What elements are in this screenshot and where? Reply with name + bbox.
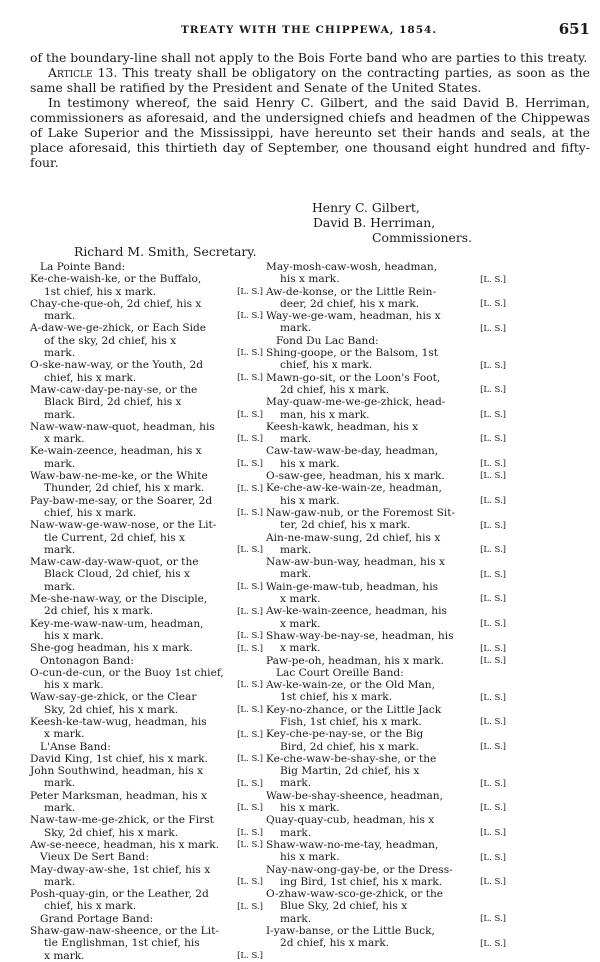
seal-mark: [L. S.] [480, 914, 506, 925]
commissioner-herriman: David B. Herriman, [313, 215, 436, 230]
signatory-entry [30, 864, 263, 889]
seal-mark: [L. S.] [237, 643, 263, 654]
signatory-line: chief, his x mark. [44, 371, 137, 384]
signatory-line: chief, his x mark. [44, 900, 137, 913]
signatory-line: x mark. [280, 642, 321, 655]
signatory-entry [266, 864, 506, 889]
signatory-entry [266, 507, 506, 532]
signatory-entry [30, 618, 263, 643]
signatory-line: mark. [44, 347, 76, 360]
signatory-line: May-dway-aw-she, 1st chief, his x [30, 863, 211, 876]
signatory-line: Shing-goope, or the Balsom, 1st [266, 347, 439, 360]
signatory-line: Me-she-naw-way, or the Disciple, [30, 593, 208, 606]
signatory-line: chief, his x mark. [280, 359, 373, 372]
signatory-line: his x mark. [280, 273, 340, 286]
seal-mark: [L. S.] [237, 606, 263, 617]
signatory-line: Naw-waw-naw-quot, headman, his [30, 420, 215, 433]
signatory-line: tle Current, 2d chief, his x [44, 531, 185, 544]
signatory-line: mark. [280, 912, 312, 925]
signatory-line: Bird, 2d chief, his x mark. [280, 740, 419, 753]
signatory-line: Aw-de-konse, or the Little Rein- [266, 285, 437, 298]
signatory-line: his x mark. [280, 802, 340, 815]
band-name: Lac Court Oreille Band: [276, 666, 404, 679]
seal-mark: [L. S.] [480, 385, 506, 396]
seal-mark: [L. S.] [480, 643, 506, 654]
signatory-line: ter, 2d chief, his x mark. [280, 519, 411, 532]
band-name: Vieux De Sert Band: [40, 851, 149, 864]
signatory-line: Blue Sky, 2d chief, his x [280, 900, 408, 913]
article-label: Article 13. [48, 65, 118, 80]
seal-mark: [L. S.] [237, 459, 263, 470]
signatory-entry [30, 765, 263, 790]
signatory-line: May-mosh-caw-wosh, headman, [266, 261, 438, 273]
signatory-line: Naw-waw-ge-waw-nose, or the Lit- [30, 519, 217, 532]
signatory-entry [266, 679, 506, 704]
band-name: Ontonagon Band: [40, 654, 134, 667]
signatory-entry [30, 790, 263, 815]
seal-mark: [L. S.] [237, 409, 263, 420]
band-heading [266, 667, 506, 679]
signatory-line: Peter Marksman, headman, his x [30, 789, 207, 802]
seal-mark: [L. S.] [237, 286, 263, 297]
signatory-entry [30, 814, 263, 839]
signatory-line: tle Englishman, 1st chief, his [44, 937, 200, 950]
seal-mark: [L. S.] [480, 569, 506, 580]
band-heading [30, 655, 263, 667]
signatory-entry [30, 273, 263, 298]
signatory-line: mark. [280, 543, 312, 556]
seal-mark: [L. S.] [237, 729, 263, 740]
signatory-entry [266, 814, 506, 839]
signatory-entry [266, 556, 506, 581]
signatory-line: mark. [280, 777, 312, 790]
seal-mark: [L. S.] [237, 582, 263, 593]
seal-mark: [L. S.] [480, 692, 506, 703]
band-name: L'Anse Band: [40, 740, 111, 753]
seal-mark: [L. S.] [237, 372, 263, 383]
seal-mark: [L. S.] [480, 827, 506, 838]
signatory-line: his x mark. [280, 457, 340, 470]
signatory-line: John Southwind, headman, his x [30, 765, 204, 778]
signatory-entry [266, 286, 506, 311]
seal-mark: [L. S.] [237, 877, 263, 888]
signatory-line: Sky, 2d chief, his x mark. [44, 703, 179, 716]
signatory-line: Keesh-kawk, headman, his x [266, 420, 419, 433]
band-name: Grand Portage Band: [40, 912, 154, 925]
seal-mark: [L. S.] [480, 299, 506, 310]
signatory-entry [266, 790, 506, 815]
seal-mark: [L. S.] [480, 741, 506, 752]
signatory-line: mark. [44, 580, 76, 593]
seal-mark: [L. S.] [237, 754, 263, 765]
seal-mark: [L. S.] [237, 840, 263, 851]
signatory-line: Caw-taw-waw-be-day, headman, [266, 445, 439, 458]
seal-mark: [L. S.] [480, 877, 506, 888]
signatory-entry [266, 753, 506, 790]
seal-mark: [L. S.] [237, 348, 263, 359]
signatory-entry [266, 630, 506, 655]
signatory-line: mark. [280, 433, 312, 446]
signatory-line: Keesh-ke-taw-wug, headman, his [30, 715, 207, 728]
seal-mark: [L. S.] [237, 778, 263, 789]
seal-mark: [L. S.] [237, 545, 263, 556]
signatory-line: Naw-taw-me-ge-zhick, or the First [30, 814, 214, 827]
signatory-entry [266, 470, 506, 482]
paragraph-continuation: of the boundary-line shall not apply to the Bois Forte band who are parties to this treaty. [30, 50, 588, 65]
testimony-paragraph: In testimony whereof, the said Henry C. Gilbert, and the said David B. Herriman, commissioners as aforesaid, and the undersigned chiefs and headmen of the Chippewas of Lake Superior and the Mississippi, have hereunto set their hands and seals, at the place aforesaid, this thirtieth day of September, one thousand eight hundred and fifty-four. [30, 95, 590, 170]
signatory-line: man, his x mark. [280, 408, 370, 421]
signatory-line: mark. [280, 568, 312, 581]
signatory-line: Maw-caw-day-waw-quot, or the [30, 556, 199, 569]
signatory-line: Key-no-zhance, or the Little Jack [266, 703, 442, 716]
signatory-entry [266, 728, 506, 753]
signatory-line: mark. [44, 802, 76, 815]
seal-mark: [L. S.] [237, 680, 263, 691]
signatory-line: mark. [44, 457, 76, 470]
band-heading [30, 913, 263, 925]
signatory-line: Pay-baw-me-say, or the Soarer, 2d [30, 494, 213, 507]
signatory-entry [30, 593, 263, 618]
band-heading [30, 851, 263, 863]
signatory-entry [30, 691, 263, 716]
signatory-line: Aw-ke-wain-zeence, headman, his [266, 605, 447, 618]
seal-mark: [L. S.] [480, 852, 506, 863]
band-heading [266, 335, 506, 347]
seal-mark: [L. S.] [480, 434, 506, 445]
signatory-line: Waw-be-shay-sheence, headman, [266, 789, 443, 802]
signatory-line: his x mark. [44, 679, 104, 692]
signatory-line: Naw-aw-bun-way, headman, his x [266, 556, 445, 569]
signatory-entry [30, 322, 263, 359]
signatory-line: x mark. [44, 728, 85, 741]
signatory-entry [30, 470, 263, 495]
signatory-line: deer, 2d chief, his x mark. [280, 297, 420, 310]
seal-mark: [L. S.] [480, 520, 506, 531]
signatory-entry [30, 384, 263, 421]
signatory-line: Fish, 1st chief, his x mark. [280, 715, 422, 728]
seal-mark: [L. S.] [480, 938, 506, 949]
signatory-line: x mark. [44, 949, 85, 962]
seal-mark: [L. S.] [480, 655, 506, 666]
signatory-line: chief, his x mark. [44, 506, 137, 519]
signatory-entry [266, 581, 506, 606]
signatory-entry [266, 925, 506, 950]
signatory-entry [30, 421, 263, 446]
signatory-line: O-saw-gee, headman, his x mark. [266, 470, 445, 483]
signatory-line: Waw-say-ge-zhick, or the Clear [30, 691, 197, 704]
signatory-entry [30, 556, 263, 593]
seal-mark: [L. S.] [480, 471, 506, 482]
signatory-line: his x mark. [280, 851, 340, 864]
seal-mark: [L. S.] [237, 483, 263, 494]
signatory-entry [266, 261, 506, 286]
signatory-line: Key-me-waw-naw-um, headman, [30, 617, 204, 630]
commissioners-label: Commissioners. [372, 230, 473, 245]
seal-mark: [L. S.] [237, 901, 263, 912]
signatory-entry [266, 396, 506, 421]
signatory-line: She-gog headman, his x mark. [30, 642, 193, 655]
signatory-line: ing Bird, 1st chief, his x mark. [280, 875, 443, 888]
signatory-line: 2d chief, his x mark. [280, 383, 390, 396]
seal-mark: [L. S.] [237, 311, 263, 322]
signatory-line: Big Martin, 2d chief, his x [280, 765, 420, 778]
signatory-line: Ke-che-aw-ke-wain-ze, headman, [266, 482, 442, 495]
signatory-line: Chay-che-que-oh, 2d chief, his x [30, 297, 202, 310]
band-heading [30, 261, 263, 273]
signatory-line: his x mark. [280, 494, 340, 507]
signatory-entry [30, 925, 263, 962]
seal-mark: [L. S.] [237, 631, 263, 642]
signatory-line: Quay-quay-cub, headman, his x [266, 814, 435, 827]
signatory-line: 2d chief, his x mark. [44, 605, 154, 618]
signatory-line: Sky, 2d chief, his x mark. [44, 826, 179, 839]
signatory-line: 1st chief, his x mark. [44, 285, 157, 298]
signatory-line: x mark. [280, 593, 321, 606]
signatory-line: Shaw-waw-no-me-tay, headman, [266, 838, 439, 851]
signatory-line: mark. [44, 408, 76, 421]
signatory-line: Shaw-way-be-nay-se, headman, his [266, 629, 454, 642]
signatory-entry [266, 445, 506, 470]
signatory-line: Black Bird, 2d chief, his x [44, 396, 182, 409]
signatory-line: Ke-che-waish-ke, or the Buffalo, [30, 273, 202, 286]
seal-mark: [L. S.] [480, 618, 506, 629]
signatory-line: O-cun-de-cun, or the Buoy 1st chief, [30, 666, 224, 679]
signatory-line: Mawn-go-sit, or the Loon's Foot, [266, 371, 441, 384]
seal-mark: [L. S.] [480, 323, 506, 334]
signatory-line: Ke-che-waw-be-shay-she, or the [266, 752, 437, 765]
signatory-line: mark. [44, 875, 76, 888]
signatory-line: Thunder, 2d chief, his x mark. [44, 482, 205, 495]
seal-mark: [L. S.] [237, 803, 263, 814]
seal-mark: [L. S.] [237, 434, 263, 445]
signatory-line: x mark. [280, 617, 321, 630]
seal-mark: [L. S.] [480, 459, 506, 470]
seal-mark: [L. S.] [237, 827, 263, 838]
signatory-line: O-ske-naw-way, or the Youth, 2d [30, 359, 203, 372]
signatory-line: of the sky, 2d chief, his x [44, 334, 177, 347]
signatory-entry [30, 667, 263, 692]
signatory-entry [30, 495, 263, 520]
signatory-line: Maw-caw-day-pe-nay-se, or the [30, 383, 198, 396]
running-header [28, 20, 590, 40]
signatory-entry [266, 888, 506, 925]
left-signatory-column [30, 261, 263, 962]
seal-mark: [L. S.] [480, 717, 506, 728]
signatory-entry [266, 655, 506, 667]
signatory-line: Key-che-pe-nay-se, or the Big [266, 728, 424, 741]
seal-mark: [L. S.] [480, 594, 506, 605]
signatory-entry [266, 310, 506, 335]
signatory-line: Aw-ke-wain-ze, or the Old Man, [266, 679, 435, 692]
running-title: TREATY WITH THE CHIPPEWA, 1854. [180, 24, 437, 36]
signatory-line: Wain-ge-maw-tub, headman, his [266, 580, 439, 593]
seal-mark: [L. S.] [237, 704, 263, 715]
signatory-line: mark. [280, 826, 312, 839]
page-number: 651 [558, 20, 590, 38]
seal-mark: [L. S.] [480, 409, 506, 420]
signatory-entry [30, 753, 263, 765]
signatory-entry [30, 519, 263, 556]
signatory-entry [266, 704, 506, 729]
signatory-entry [266, 347, 506, 372]
signatory-line: Black Cloud, 2d chief, his x [44, 568, 190, 581]
seal-mark: [L. S.] [237, 508, 263, 519]
signatory-line: Naw-gaw-nub, or the Foremost Sit- [266, 506, 456, 519]
seal-mark: [L. S.] [480, 495, 506, 506]
signatory-entry [30, 839, 263, 851]
signatory-line: Paw-pe-oh, headman, his x mark. [266, 654, 444, 667]
signatory-line: his x mark. [44, 629, 104, 642]
seal-mark: [L. S.] [237, 950, 263, 961]
signatory-line: I-yaw-banse, or the Little Buck, [266, 925, 435, 938]
treaty-body [30, 50, 590, 170]
signatory-entry [266, 532, 506, 557]
signatory-entry [30, 642, 263, 654]
signatory-entry [266, 421, 506, 446]
band-name: La Pointe Band: [40, 261, 126, 273]
signatory-line: mark. [44, 543, 76, 556]
signatory-entry [30, 359, 263, 384]
signatory-entry [266, 372, 506, 397]
signatory-line: 2d chief, his x mark. [280, 937, 390, 950]
right-signatory-column [266, 261, 506, 950]
signatory-entry [30, 716, 263, 741]
signatory-entry [266, 839, 506, 864]
commissioner-gilbert: Henry C. Gilbert, [312, 200, 420, 215]
signatory-entry [266, 482, 506, 507]
signatory-line: Shaw-gaw-naw-sheence, or the Lit- [30, 925, 219, 938]
band-name: Fond Du Lac Band: [276, 334, 379, 347]
band-heading [30, 741, 263, 753]
signatory-line: May-quaw-me-we-ge-zhick, head- [266, 396, 446, 409]
secretary-signature: Richard M. Smith, Secretary. [74, 244, 257, 259]
signatory-entry [30, 445, 263, 470]
signatory-line: mark. [44, 777, 76, 790]
signatory-line: A-daw-we-ge-zhick, or Each Side [30, 322, 207, 335]
seal-mark: [L. S.] [480, 360, 506, 371]
signatory-line: Ke-wain-zeence, headman, his x [30, 445, 202, 458]
signatory-line: Ain-ne-maw-sung, 2d chief, his x [266, 531, 441, 544]
article-13-paragraph [30, 65, 590, 95]
signatory-entry [30, 298, 263, 323]
signatory-line: Nay-naw-ong-gay-be, or the Dress- [266, 863, 453, 876]
signatory-line: Aw-se-neece, headman, his x mark. [30, 838, 220, 851]
signatory-line: mark. [280, 322, 312, 335]
signatory-line: mark. [44, 310, 76, 323]
signatory-line: 1st chief, his x mark. [280, 691, 393, 704]
seal-mark: [L. S.] [480, 778, 506, 789]
signatory-entry [266, 605, 506, 630]
signatory-entry [30, 888, 263, 913]
article-13-text: This treaty shall be obligatory on the contracting parties, as soon as the same shall be ratified by the President and Senate of the United States. [30, 65, 590, 95]
signatory-line: O-zhaw-waw-sco-ge-zhick, or the [266, 888, 444, 901]
signatory-line: Waw-baw-ne-me-ke, or the White [30, 470, 208, 483]
seal-mark: [L. S.] [480, 274, 506, 285]
signatory-line: David King, 1st chief, his x mark. [30, 752, 209, 765]
seal-mark: [L. S.] [480, 803, 506, 814]
signatory-line: Posh-quay-gin, or the Leather, 2d [30, 888, 209, 901]
signatory-line: Way-we-ge-wam, headman, his x [266, 310, 441, 323]
signatory-line: x mark. [44, 433, 85, 446]
seal-mark: [L. S.] [480, 545, 506, 556]
